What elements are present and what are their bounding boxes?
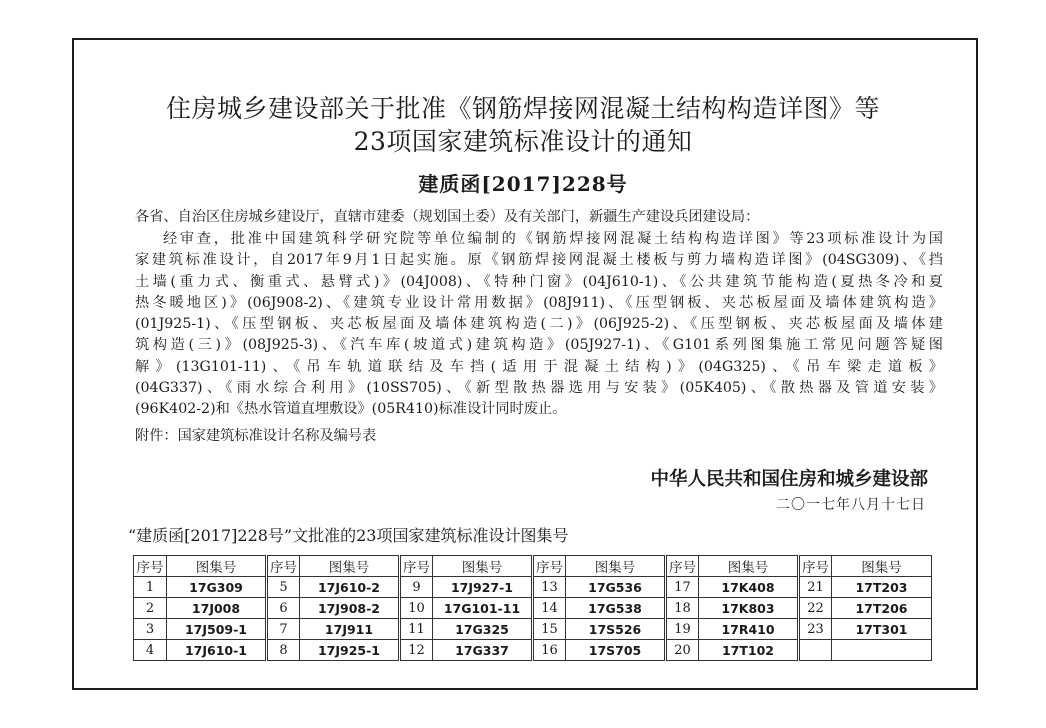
header-atlas-no: 图集号: [566, 556, 666, 577]
atlas-code-cell: 17J610-1: [167, 640, 267, 661]
body-line: 筑构造(三)》(08J925-3)、《汽车库(坡道式)建筑构造》(05J927-1)、《G101系列图集施工常见问题答疑图: [135, 337, 943, 354]
atlas-code-cell: 17J908-2: [300, 598, 400, 619]
atlas-code-cell: [832, 640, 932, 661]
header-seq: 序号: [533, 556, 566, 577]
table-row: [134, 577, 932, 598]
body-line: 热冬暖地区)》(06J908-2)、《建筑专业设计常用数据》(08J911)、《压型钢板、夹芯板屋面及墙体建筑构造》: [135, 294, 943, 311]
body-line: 家建筑标准设计，自2017年9月1日起实施。原《钢筋焊接网混凝土楼板与剪力墙构造详图》(04SG309)、《挡: [135, 252, 943, 269]
atlas-code-cell: 17T206: [832, 598, 932, 619]
table-row: [134, 640, 932, 661]
atlas-code-cell: 17K408: [699, 577, 799, 598]
table-caption: “建质函[2017]228号”文批准的23项国家建筑标准设计图集号: [128, 526, 569, 545]
issue-date: 二〇一七年八月十七日: [776, 497, 926, 513]
atlas-code-cell: 17G101-11: [433, 598, 533, 619]
table-row: [134, 619, 932, 640]
seq-cell: 8: [267, 640, 300, 661]
atlas-code-cell: 17J610-2: [300, 577, 400, 598]
header-seq: 序号: [134, 556, 167, 577]
notice-title-line1: 住房城乡建设部关于批准《钢筋焊接网混凝土结构构造详图》等: [165, 94, 880, 123]
header-atlas-no: 图集号: [433, 556, 533, 577]
atlas-code-cell: 17G325: [433, 619, 533, 640]
atlas-code-cell: 17G538: [566, 598, 666, 619]
issuing-authority: 中华人民共和国住房和城乡建设部: [650, 469, 928, 490]
header-atlas-no: 图集号: [832, 556, 932, 577]
header-seq: 序号: [400, 556, 433, 577]
body-line: (96K402-2)和《热水管道直埋敷设》(05R410)标准设计同时废止。: [135, 401, 567, 418]
document-number: 建质函[2017]228号: [418, 172, 628, 196]
body-line: (04G337)、《雨水综合利用》(10SS705)、《新型散热器选用与安装》(05K405)、《散热器及管道安装》: [135, 380, 943, 397]
body-line: (01J925-1)、《压型钢板、夹芯板屋面及墙体建筑构造(二)》(06J925-2)、《压型钢板、夹芯板屋面及墙体建: [135, 316, 943, 333]
atlas-code-cell: 17J911: [300, 619, 400, 640]
atlas-code-cell: 17S526: [566, 619, 666, 640]
atlas-code-cell: 17J509-1: [167, 619, 267, 640]
atlas-code-cell: 17S705: [566, 640, 666, 661]
seq-cell: 15: [533, 619, 566, 640]
seq-cell: 12: [400, 640, 433, 661]
body-line: 土墙(重力式、衡重式、悬臂式)》(04J008)、《特种门窗》(04J610-1)、《公共建筑节能构造(夏热冬冷和夏: [135, 273, 943, 290]
atlas-code-cell: 17G536: [566, 577, 666, 598]
seq-cell: 23: [799, 619, 832, 640]
atlas-code-cell: 17K803: [699, 598, 799, 619]
seq-cell: 3: [134, 619, 167, 640]
header-atlas-no: 图集号: [167, 556, 267, 577]
table-header-row: [134, 556, 932, 577]
seq-cell: 16: [533, 640, 566, 661]
atlas-code-cell: 17G337: [433, 640, 533, 661]
seq-cell: 13: [533, 577, 566, 598]
atlas-code-cell: 17J925-1: [300, 640, 400, 661]
atlas-number-table: [133, 555, 932, 661]
seq-cell: 6: [267, 598, 300, 619]
seq-cell: 19: [666, 619, 699, 640]
notice-body: [135, 229, 943, 421]
body-line: 经审查，批准中国建筑科学研究院等单位编制的《钢筋焊接网混凝土结构构造详图》等23项标准设计为国: [163, 231, 943, 247]
seq-cell: 18: [666, 598, 699, 619]
seq-cell: 9: [400, 577, 433, 598]
header-seq: 序号: [666, 556, 699, 577]
atlas-code-cell: 17J008: [167, 598, 267, 619]
addressee-line: 各省、自治区住房城乡建设厅，直辖市建委（规划国土委）及有关部门，新疆生产建设兵团建设局：: [135, 209, 760, 225]
header-atlas-no: 图集号: [699, 556, 799, 577]
notice-title-line2: 23项国家建筑标准设计的通知: [353, 127, 693, 156]
atlas-code-cell: 17R410: [699, 619, 799, 640]
seq-cell: 21: [799, 577, 832, 598]
attachment-line: 附件：国家建筑标准设计名称及编号表: [135, 428, 377, 444]
seq-cell: 11: [400, 619, 433, 640]
body-line: 解》(13G101-11)、《吊车轨道联结及车挡(适用于混凝土结构)》(04G325)、《吊车梁走道板》: [135, 358, 943, 375]
atlas-code-cell: 17T301: [832, 619, 932, 640]
seq-cell: 7: [267, 619, 300, 640]
atlas-code-cell: 17T203: [832, 577, 932, 598]
seq-cell: [799, 640, 832, 661]
seq-cell: 5: [267, 577, 300, 598]
seq-cell: 22: [799, 598, 832, 619]
seq-cell: 2: [134, 598, 167, 619]
header-seq: 序号: [799, 556, 832, 577]
seq-cell: 1: [134, 577, 167, 598]
atlas-code-cell: 17J927-1: [433, 577, 533, 598]
atlas-code-cell: 17T102: [699, 640, 799, 661]
seq-cell: 4: [134, 640, 167, 661]
header-seq: 序号: [267, 556, 300, 577]
seq-cell: 10: [400, 598, 433, 619]
table-row: [134, 598, 932, 619]
seq-cell: 14: [533, 598, 566, 619]
seq-cell: 20: [666, 640, 699, 661]
seq-cell: 17: [666, 577, 699, 598]
header-atlas-no: 图集号: [300, 556, 400, 577]
atlas-code-cell: 17G309: [167, 577, 267, 598]
